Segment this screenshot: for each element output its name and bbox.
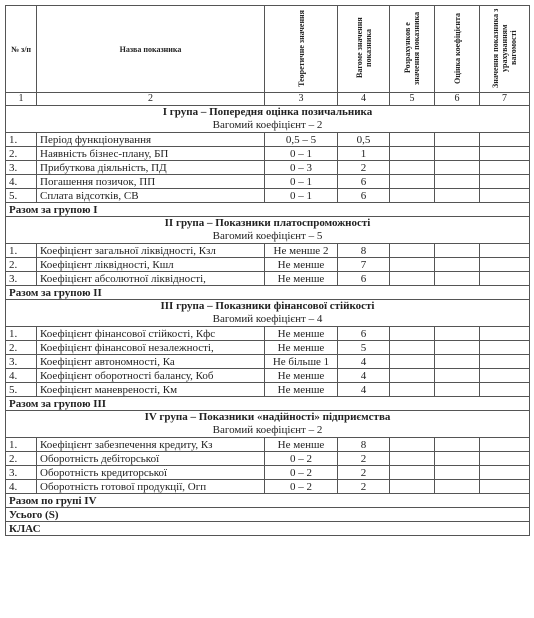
weighted-value-cell — [480, 147, 530, 161]
group-total-label: Разом по групі IV — [6, 494, 530, 508]
row-number: 2. — [6, 258, 37, 272]
header-theoretical: Теоретичне значення — [296, 9, 306, 87]
row-number: 1. — [6, 327, 37, 341]
class-label: КЛАС — [6, 522, 530, 536]
weight-value: 6 — [338, 189, 390, 203]
row-number: 2. — [6, 341, 37, 355]
calculated-value-cell — [390, 189, 435, 203]
coef-score-cell — [435, 272, 480, 286]
row-number: 1. — [6, 133, 37, 147]
indicator-name: Коефіцієнт оборотності балансу, Коб — [37, 369, 265, 383]
col-number: 6 — [435, 93, 480, 106]
theoretical-value: Не більше 1 — [265, 355, 338, 369]
coef-score-cell — [435, 438, 480, 452]
group-total-label: Разом за групою III — [6, 397, 530, 411]
theoretical-value: 0 – 1 — [265, 175, 338, 189]
column-number-row — [6, 93, 530, 106]
table-row — [6, 383, 530, 397]
table-row — [6, 272, 530, 286]
class-row — [6, 522, 530, 536]
indicator-name: Оборотність кредиторської — [37, 466, 265, 480]
header-weighted-value-cell — [480, 6, 530, 93]
group-weight: Вагомий коефіцієнт – 4 — [212, 313, 323, 325]
indicator-name: Коефіцієнт абсолютної ліквідності, — [37, 272, 265, 286]
table-row — [6, 161, 530, 175]
coef-score-cell — [435, 258, 480, 272]
group-header-cell — [6, 411, 530, 438]
weighted-value-cell — [480, 341, 530, 355]
weighted-value-cell — [480, 438, 530, 452]
group-weight: Вагомий коефіцієнт – 5 — [212, 230, 323, 242]
indicator-name: Оборотність готової продукції, Огп — [37, 480, 265, 494]
calculated-value-cell — [390, 258, 435, 272]
group-title: III група – Показники фінансової стійкості — [160, 300, 375, 312]
coef-score-cell — [435, 244, 480, 258]
theoretical-value: 0 – 2 — [265, 452, 338, 466]
theoretical-value: Не менше — [265, 369, 338, 383]
weight-value: 2 — [338, 466, 390, 480]
group-header-cell — [6, 106, 530, 133]
theoretical-value: 0,5 – 5 — [265, 133, 338, 147]
group-weight: Вагомий коефіцієнт – 2 — [212, 119, 323, 131]
group-weight: Вагомий коефіцієнт – 2 — [212, 424, 323, 436]
table-row — [6, 244, 530, 258]
theoretical-value: 0 – 1 — [265, 189, 338, 203]
col-number: 3 — [265, 93, 338, 106]
calculated-value-cell — [390, 480, 435, 494]
coef-score-cell — [435, 161, 480, 175]
group-total-label: Разом за групою II — [6, 286, 530, 300]
coef-score-cell — [435, 466, 480, 480]
indicator-name: Сплата відсотків, СВ — [37, 189, 265, 203]
theoretical-value: 0 – 3 — [265, 161, 338, 175]
indicator-name: Прибуткова діяльність, ПД — [37, 161, 265, 175]
calculated-value-cell — [390, 466, 435, 480]
table-row — [6, 438, 530, 452]
table-row — [6, 133, 530, 147]
calculated-value-cell — [390, 133, 435, 147]
calculated-value-cell — [390, 438, 435, 452]
weight-value: 7 — [338, 258, 390, 272]
coef-score-cell — [435, 189, 480, 203]
weighted-value-cell — [480, 133, 530, 147]
group-total-row — [6, 494, 530, 508]
group-title: II група – Показники платоспроможності — [164, 217, 371, 229]
group-header-row — [6, 106, 530, 133]
weighted-value-cell — [480, 161, 530, 175]
table-row — [6, 327, 530, 341]
weighted-value-cell — [480, 327, 530, 341]
calculated-value-cell — [390, 272, 435, 286]
coef-score-cell — [435, 133, 480, 147]
header-calculated-cell — [390, 6, 435, 93]
row-number: 2. — [6, 452, 37, 466]
header-weight-cell — [338, 6, 390, 93]
weighted-value-cell — [480, 244, 530, 258]
calculated-value-cell — [390, 369, 435, 383]
table-row — [6, 147, 530, 161]
coef-score-cell — [435, 147, 480, 161]
group-total-label: Разом за групою I — [6, 203, 530, 217]
coef-score-cell — [435, 327, 480, 341]
header-coef-score-cell — [435, 6, 480, 93]
coef-score-cell — [435, 341, 480, 355]
col-number: 1 — [6, 93, 37, 106]
weight-value: 0,5 — [338, 133, 390, 147]
theoretical-value: Не менше — [265, 327, 338, 341]
row-number: 4. — [6, 480, 37, 494]
weighted-value-cell — [480, 189, 530, 203]
table-row — [6, 480, 530, 494]
col-number: 4 — [338, 93, 390, 106]
indicator-name: Період функціонування — [37, 133, 265, 147]
group-title: I група – Попередня оцінка позичальника — [162, 106, 373, 118]
theoretical-value: Не менше — [265, 341, 338, 355]
calculated-value-cell — [390, 355, 435, 369]
group-total-row — [6, 397, 530, 411]
weight-value: 1 — [338, 147, 390, 161]
group-header-row — [6, 217, 530, 244]
indicator-name: Коефіцієнт маневреності, Км — [37, 383, 265, 397]
weighted-value-cell — [480, 175, 530, 189]
weighted-value-cell — [480, 272, 530, 286]
table-row — [6, 175, 530, 189]
weight-value: 6 — [338, 175, 390, 189]
weighted-value-cell — [480, 258, 530, 272]
weight-value: 4 — [338, 355, 390, 369]
calculated-value-cell — [390, 244, 435, 258]
theoretical-value: 0 – 2 — [265, 466, 338, 480]
weight-value: 2 — [338, 161, 390, 175]
header-theoretical-cell — [265, 6, 338, 93]
theoretical-value: 0 – 2 — [265, 480, 338, 494]
indicator-name: Коефіцієнт забезпечення кредиту, Кз — [37, 438, 265, 452]
group-header-row — [6, 411, 530, 438]
weight-value: 8 — [338, 244, 390, 258]
header-num: № з/п — [6, 6, 37, 93]
calculated-value-cell — [390, 161, 435, 175]
group-total-row — [6, 286, 530, 300]
row-number: 4. — [6, 369, 37, 383]
indicator-name: Коефіцієнт ліквідності, Кшл — [37, 258, 265, 272]
row-number: 3. — [6, 161, 37, 175]
col-number: 7 — [480, 93, 530, 106]
header-calculated: Розрахунков е значення показника — [403, 11, 421, 85]
table-row — [6, 355, 530, 369]
header-weight: Вагоме значення показника — [354, 17, 373, 79]
weighted-value-cell — [480, 480, 530, 494]
theoretical-value: Не менше — [265, 438, 338, 452]
table-row — [6, 341, 530, 355]
weighted-value-cell — [480, 355, 530, 369]
table-body — [6, 106, 530, 536]
loan-assessment-table — [5, 5, 530, 536]
theoretical-value: Не менше — [265, 383, 338, 397]
weight-value: 4 — [338, 369, 390, 383]
row-number: 1. — [6, 244, 37, 258]
table-row — [6, 189, 530, 203]
calculated-value-cell — [390, 383, 435, 397]
row-number: 3. — [6, 355, 37, 369]
table-row — [6, 258, 530, 272]
coef-score-cell — [435, 383, 480, 397]
weight-value: 5 — [338, 341, 390, 355]
table-row — [6, 452, 530, 466]
header-coef-score: Оцінка коефіцієнта — [452, 12, 462, 84]
indicator-name: Коефіцієнт фінансової незалежності, — [37, 341, 265, 355]
group-header-row — [6, 300, 530, 327]
header-name: Назва показника — [37, 6, 265, 93]
indicator-name: Коефіцієнт автономності, Ка — [37, 355, 265, 369]
header-weighted-value: Значення показника з урахуванням вагомості — [491, 8, 518, 88]
grand-total-label: Усього (S) — [6, 508, 530, 522]
table-row — [6, 466, 530, 480]
calculated-value-cell — [390, 341, 435, 355]
row-number: 3. — [6, 272, 37, 286]
row-number: 5. — [6, 383, 37, 397]
weight-value: 4 — [338, 383, 390, 397]
group-total-row — [6, 203, 530, 217]
theoretical-value: 0 – 1 — [265, 147, 338, 161]
weighted-value-cell — [480, 466, 530, 480]
grand-total-row — [6, 508, 530, 522]
weighted-value-cell — [480, 369, 530, 383]
coef-score-cell — [435, 175, 480, 189]
group-header-cell — [6, 300, 530, 327]
weighted-value-cell — [480, 383, 530, 397]
indicator-name: Погашення позичок, ПП — [37, 175, 265, 189]
row-number: 4. — [6, 175, 37, 189]
row-number: 5. — [6, 189, 37, 203]
coef-score-cell — [435, 369, 480, 383]
indicator-name: Коефіцієнт фінансової стійкості, Кфс — [37, 327, 265, 341]
coef-score-cell — [435, 452, 480, 466]
weight-value: 2 — [338, 452, 390, 466]
row-number: 3. — [6, 466, 37, 480]
calculated-value-cell — [390, 327, 435, 341]
row-number: 2. — [6, 147, 37, 161]
theoretical-value: Не менше — [265, 258, 338, 272]
weight-value: 6 — [338, 272, 390, 286]
group-header-cell — [6, 217, 530, 244]
coef-score-cell — [435, 355, 480, 369]
calculated-value-cell — [390, 175, 435, 189]
theoretical-value: Не менше — [265, 272, 338, 286]
indicator-name: Наявність бізнес-плану, БП — [37, 147, 265, 161]
group-title: IV група – Показники «надійності» підприємства — [144, 411, 391, 423]
theoretical-value: Не менше 2 — [265, 244, 338, 258]
calculated-value-cell — [390, 452, 435, 466]
header-row — [6, 6, 530, 93]
weighted-value-cell — [480, 452, 530, 466]
coef-score-cell — [435, 480, 480, 494]
indicator-name: Оборотність дебіторської — [37, 452, 265, 466]
col-number: 5 — [390, 93, 435, 106]
weight-value: 2 — [338, 480, 390, 494]
calculated-value-cell — [390, 147, 435, 161]
weight-value: 8 — [338, 438, 390, 452]
indicator-name: Коефіцієнт загальної ліквідності, Кзл — [37, 244, 265, 258]
col-number: 2 — [37, 93, 265, 106]
table-row — [6, 369, 530, 383]
weight-value: 6 — [338, 327, 390, 341]
row-number: 1. — [6, 438, 37, 452]
